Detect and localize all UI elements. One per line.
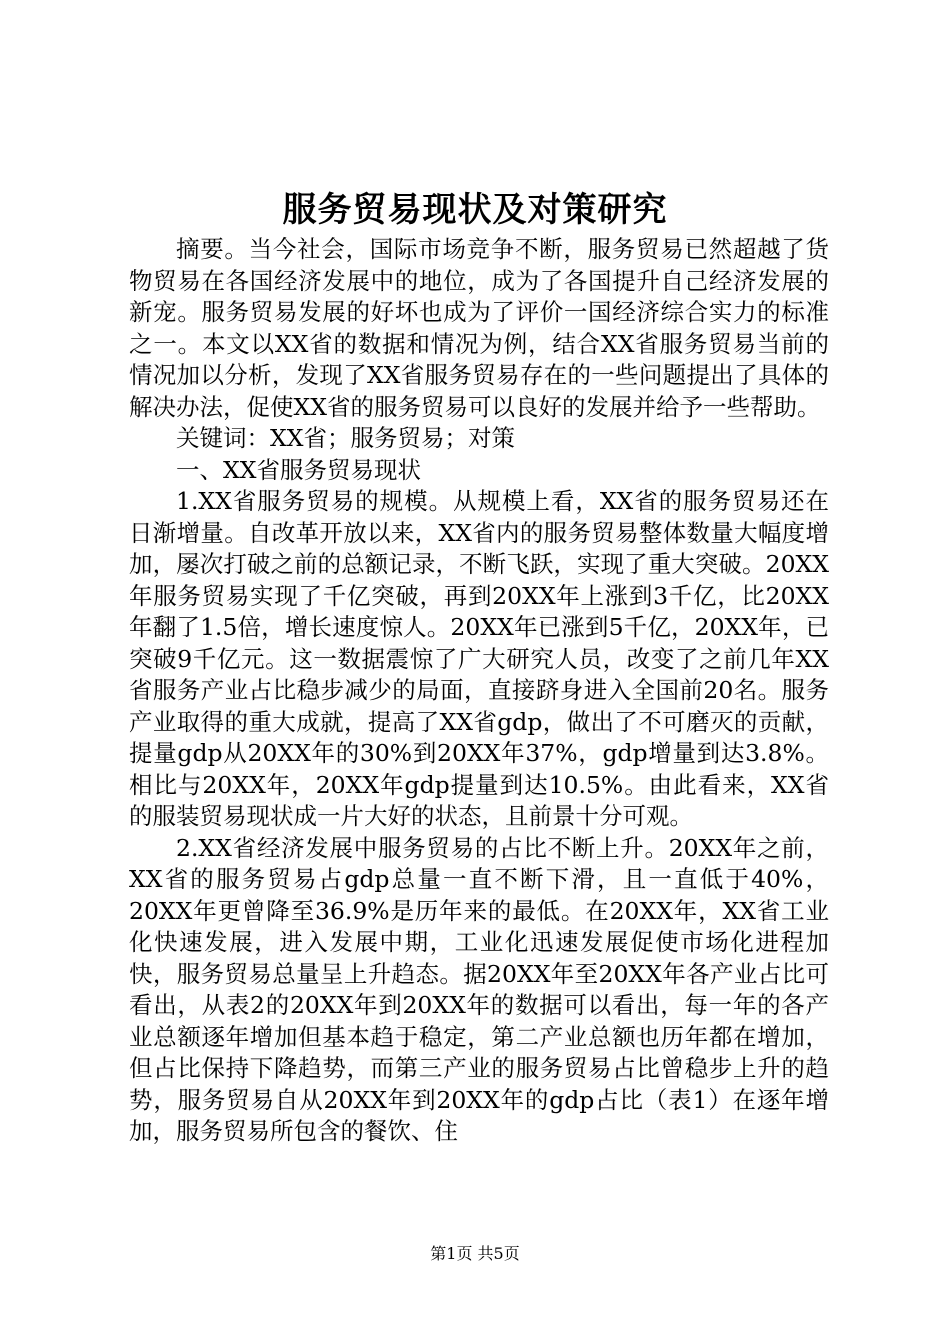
- keywords-paragraph: 关键词：XX省；服务贸易；对策: [176, 424, 515, 452]
- abstract-paragraph: 摘要。当今社会，国际市场竞争不断，服务贸易已然超越了货物贸易在各国经济发展中的地位，成为了各国提升自己经济发展的新宠。服务贸易发展的好坏也成为了评价一国经济综合实力的标准之一。本文以XX省的数据和情况为例，结合XX省服务贸易当前的情况加以分析，发现了XX省服务贸易存在的一些问题提出了具体的解决办法，促使XX省的服务贸易可以良好的发展并给予一些帮助。: [129, 235, 829, 421]
- document-title: 服务贸易现状及对策研究: [282, 190, 668, 230]
- document-body: [129, 234, 829, 1148]
- section-heading: 一、XX省服务贸易现状: [176, 455, 421, 484]
- page-number-footer: 第1页 共5页: [430, 1244, 520, 1263]
- body-paragraph-share: 2.XX省经济发展中服务贸易的占比不断上升。20XX年之前，XX省的服务贸易占gdp总量一直不断下滑，且一直低于40%，20XX年更曾降至36.9%是历年来的最低。在20XX年，XX省工业化快速发展，进入发展中期，工业化迅速发展促使市场化进程加快，服务贸易总量呈上升趋态。据20XX年至20XX年各产业占比可看出，从表2的20XX年到20XX年的数据可以看出，每一年的各产业总额逐年增加但基本趋于稳定，第二产业总额也历年都在增加，但占比保持下降趋势，而第三产业的服务贸易占比曾稳步上升的趋势，服务贸易自从20XX年到20XX年的gdp占比（表1）在逐年增加，服务贸易所包含的餐饮、住: [129, 833, 829, 1145]
- body-paragraph-scale: 1.XX省服务贸易的规模。从规模上看，XX省的服务贸易还在日渐增量。自改革开放以来，XX省内的服务贸易整体数量大幅度增加，屡次打破之前的总额记录，不断飞跃，实现了重大突破。20XX年服务贸易实现了千亿突破，再到20XX年上涨到3千亿，比20XX年翻了1.5倍，增长速度惊人。20XX年已涨到5千亿，20XX年，已突破9千亿元。这一数据震惊了广大研究人员，改变了之前几年XX省服务产业占比稳步减少的局面，直接跻身进入全国前20名。服务产业取得的重大成就，提高了XX省gdp，做出了不可磨灭的贡献，提量gdp从20XX年的30%到20XX年37%，gdp增量到达3.8%。相比与20XX年，20XX年gdp提量到达10.5%。由此看来，XX省的服装贸易现状成一片大好的状态，且前景十分可观。: [129, 487, 829, 830]
